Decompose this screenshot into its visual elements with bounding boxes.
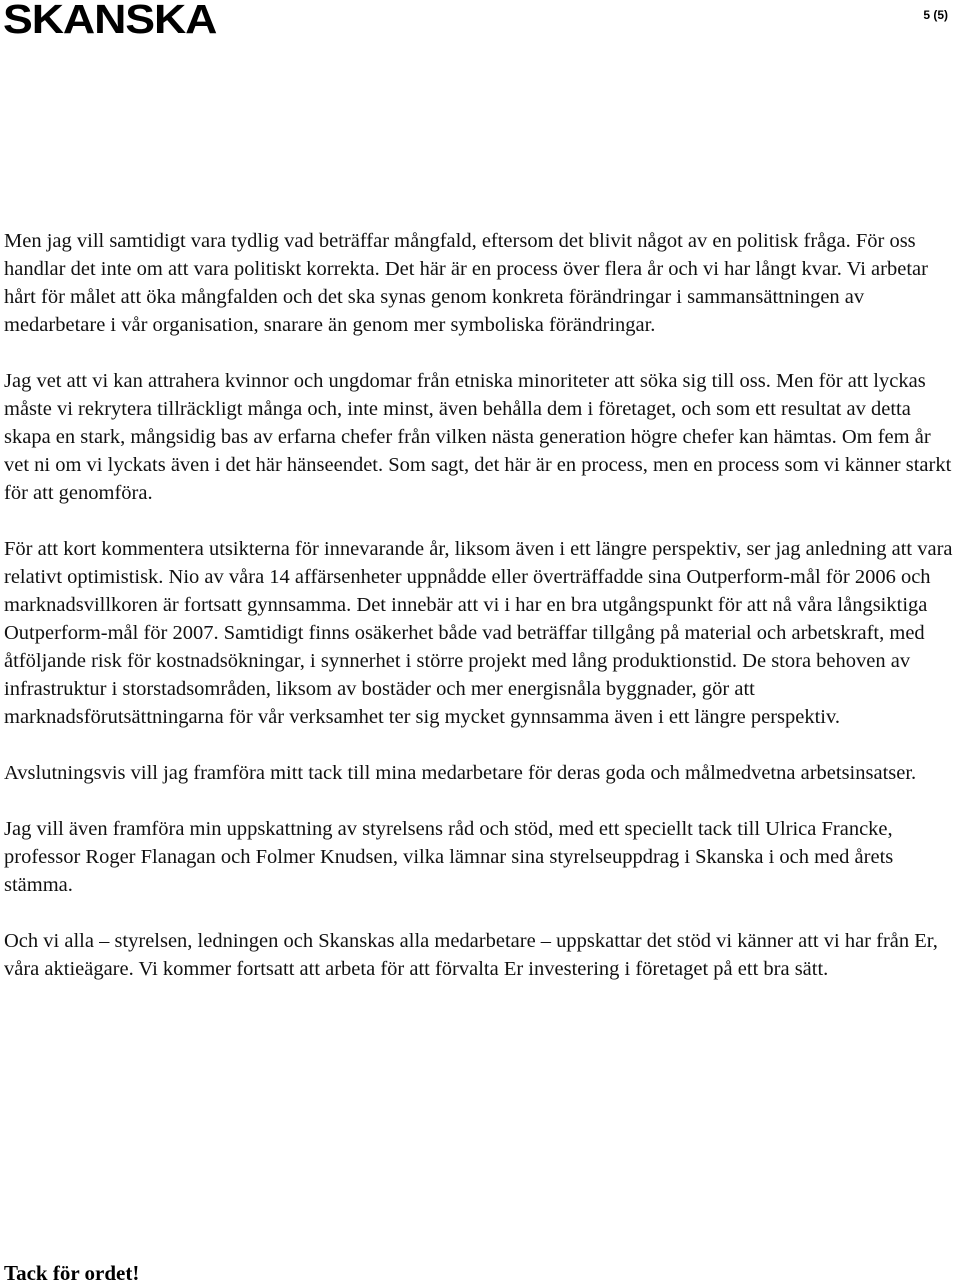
speech-body xyxy=(4,227,954,1011)
closing-line: Tack för ordet! xyxy=(4,1261,140,1285)
paragraph-diversity: Men jag vill samtidigt vara tydlig vad beträffar mångfald, eftersom det blivit något av en politisk fråga. För oss handlar det inte om att vara politiskt korrekta. Det här är en process över flera år och vi har långt kvar. Vi arbetar hårt för målet att öka mångfalden och det ska synas genom konkreta förändringar i sammansättningen av medarbetare i vår organisation, snarare än genom mer symboliska förändringar. xyxy=(4,230,928,336)
skanska-logo: SKANSKA xyxy=(3,0,217,42)
paragraph-outlook: För att kort kommentera utsikterna för innevarande år, liksom även i ett längre perspektiv, ser jag anledning att vara relativt optimistisk. Nio av våra 14 affärsenheter uppnådde eller överträffadde sina Outperform-mål för 2006 och marknadsvillkoren är fortsatt gynnsamma. Det innebär att vi i har en bra utgångspunkt för att nå våra långsiktiga Outperform-mål för 2007. Samtidigt finns osäkerhet både vad beträffar tillgång på material och arbetskraft, med åtföljande risk för kostnadsökningar, i synnerhet i större projekt med lång produktionstid. De stora behoven av infrastruktur i storstadsområden, liksom av bostäder och mer energisnåla byggnader, gör att marknadsförutsättningarna för vår verksamhet ter sig mycket gynnsamma även i ett längre perspektiv. xyxy=(4,538,953,728)
paragraph-recruitment: Jag vet att vi kan attrahera kvinnor och ungdomar från etniska minoriteter att söka sig till oss. Men för att lyckas måste vi rekrytera tillräckligt många och, inte minst, även behålla dem i företaget, och som ett resultat av detta skapa en stark, mångsidig bas av erfarna chefer från vilken nästa generation högre chefer kan hämtas. Om fem år vet ni om vi lyckats även i det här hänseendet. Som sagt, det här är en process, men en process som vi känner starkt för att genomföra. xyxy=(4,370,952,504)
page-number: 5 (5) xyxy=(923,8,948,22)
paragraph-thanks-shareholders: Och vi alla – styrelsen, ledningen och Skanskas alla medarbetare – uppskattar det stöd vi känner att vi har från Er, våra aktieägare. Vi kommer fortsatt att arbeta för att förvalta Er investering i företaget på ett bra sätt. xyxy=(4,930,938,980)
paragraph-thanks-employees: Avslutningsvis vill jag framföra mitt tack till mina medarbetare för deras goda och målmedvetna arbetsinsatser. xyxy=(4,762,917,784)
paragraph-thanks-board: Jag vill även framföra min uppskattning av styrelsens råd och stöd, med ett speciellt tack till Ulrica Francke, professor Roger Flanagan och Folmer Knudsen, vilka lämnar sina styrelseuppdrag i Skanska i och med årets stämma. xyxy=(4,818,894,896)
